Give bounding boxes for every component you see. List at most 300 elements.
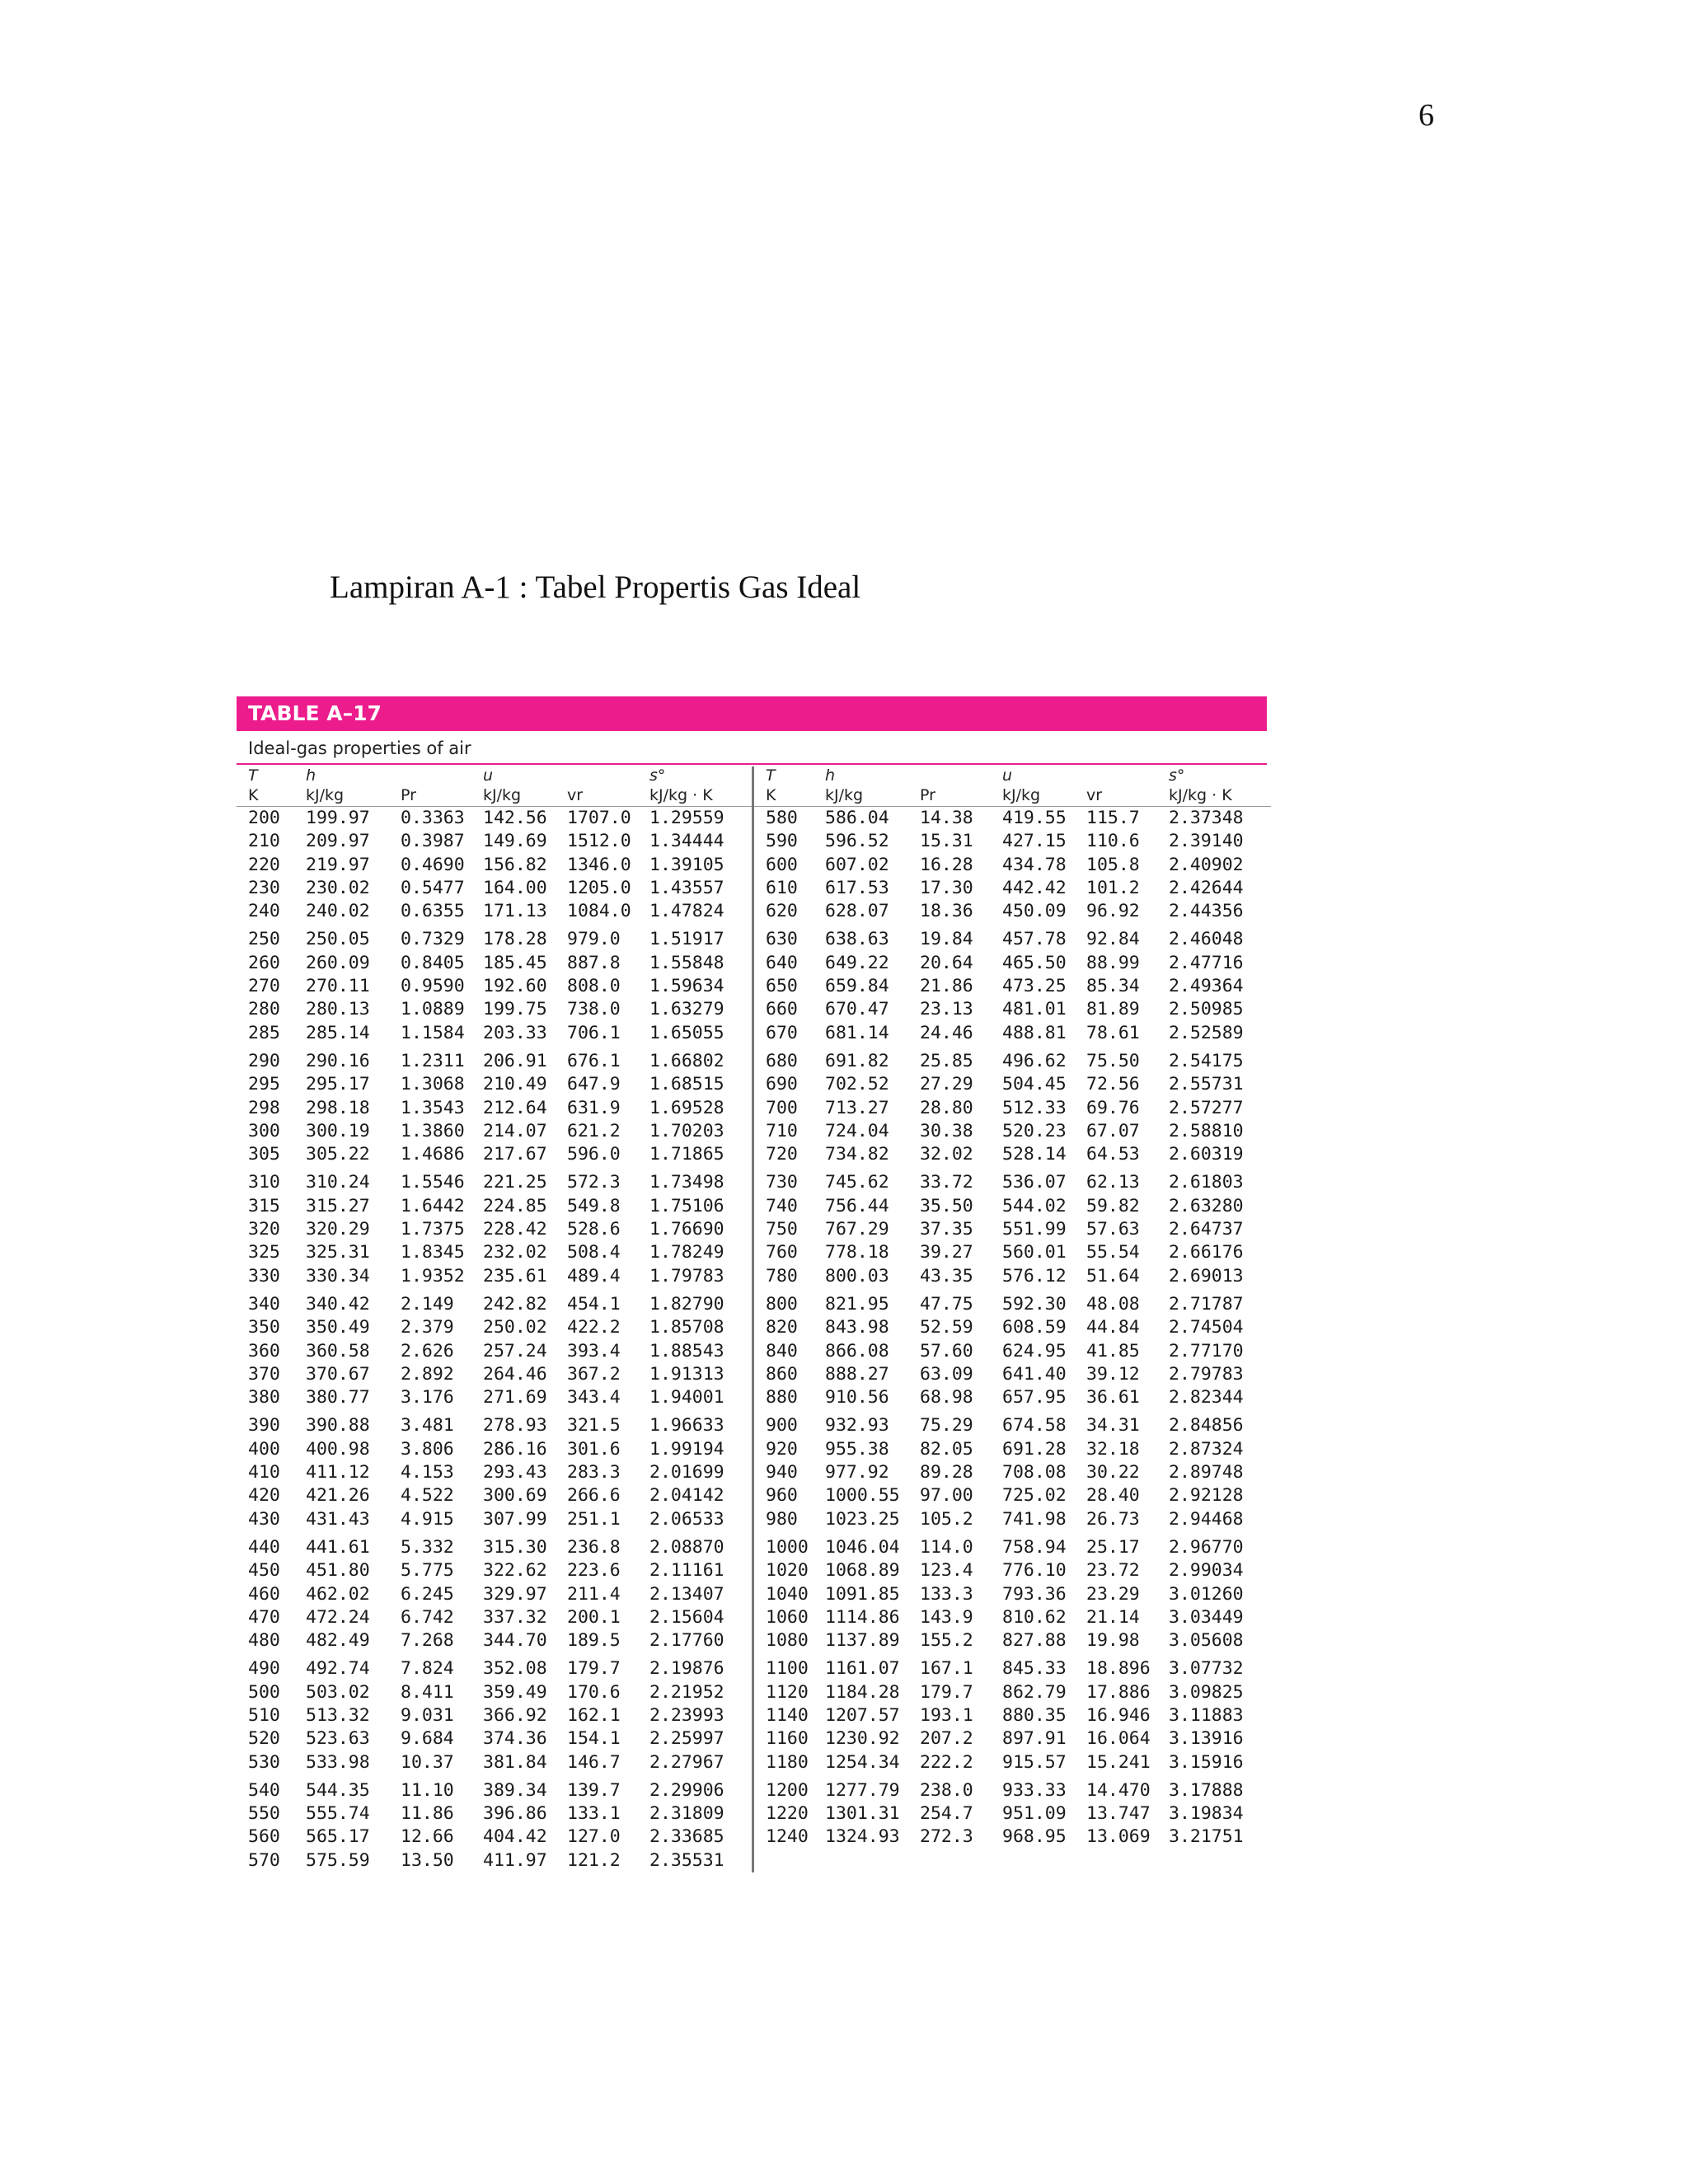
table-cell: 389.34 <box>483 1779 547 1801</box>
table-cell: 2.47716 <box>1169 952 1244 973</box>
table-cell: 2.61803 <box>1169 1172 1244 1193</box>
table-row <box>754 1606 1271 1629</box>
table-row <box>237 1484 752 1507</box>
table-cell: 800.03 <box>825 1265 889 1286</box>
table-cell: 105.2 <box>920 1508 973 1530</box>
table-row <box>754 1195 1271 1218</box>
table-cell: 940 <box>766 1462 798 1483</box>
table-cell: 638.63 <box>825 929 889 950</box>
table-cell: 340.42 <box>306 1293 370 1315</box>
table-cell: 110.6 <box>1086 831 1140 852</box>
table-cell: 933.33 <box>1002 1779 1067 1801</box>
table-cell: 2.08870 <box>649 1536 724 1558</box>
table-cell: 932.93 <box>825 1415 889 1436</box>
table-cell: 1207.57 <box>825 1704 900 1726</box>
column-symbol: s° <box>1169 766 1185 785</box>
table-cell: 329.97 <box>483 1583 547 1605</box>
table-cell: 1.29559 <box>649 808 724 828</box>
table-row <box>754 854 1271 877</box>
table-cell: 25.17 <box>1086 1536 1140 1558</box>
table-cell: 760 <box>766 1242 798 1263</box>
table-cell: 1068.89 <box>825 1560 900 1582</box>
table-row <box>237 1774 752 1802</box>
table-cell: 1.63279 <box>649 999 724 1020</box>
table-cell: 264.46 <box>483 1363 547 1385</box>
table-columns <box>237 766 1267 1872</box>
column-unit: kJ/kg <box>306 786 345 804</box>
table-row <box>754 1774 1271 1802</box>
table-row <box>754 1241 1271 1264</box>
table-row <box>237 1531 752 1559</box>
table-cell: 68.98 <box>920 1387 973 1408</box>
table-row <box>754 923 1271 951</box>
table-cell: 142.56 <box>483 808 547 828</box>
table-cell: 4.522 <box>401 1485 454 1507</box>
table-cell: 1346.0 <box>567 854 631 875</box>
table-cell: 39.27 <box>920 1242 973 1263</box>
table-cell: 240.02 <box>306 901 370 922</box>
table-cell: 776.10 <box>1002 1560 1067 1582</box>
table-cell: 411.12 <box>306 1462 370 1483</box>
table-cell: 1.82790 <box>649 1293 724 1315</box>
table-cell: 1.3068 <box>401 1074 465 1095</box>
table-cell: 88.99 <box>1086 952 1140 973</box>
table-row <box>237 1218 752 1241</box>
table-cell: 1.51917 <box>649 929 724 950</box>
table-cell: 450.09 <box>1002 901 1067 922</box>
column-symbol <box>567 766 638 785</box>
table-cell: 1.1584 <box>401 1022 465 1043</box>
table-cell: 490 <box>248 1658 280 1680</box>
table-cell: 977.92 <box>825 1462 889 1483</box>
table-cell: 280.13 <box>306 999 370 1020</box>
table-row <box>754 1704 1271 1727</box>
left-header-row <box>237 766 752 806</box>
table-cell: 3.01260 <box>1169 1583 1244 1605</box>
table-cell: 528.6 <box>567 1219 621 1240</box>
table-cell: 2.77170 <box>1169 1340 1244 1361</box>
table-cell: 300 <box>248 1120 280 1141</box>
column-unit: vr <box>1086 786 1103 804</box>
table-cell: 628.07 <box>825 901 889 922</box>
table-row <box>754 1508 1271 1531</box>
table-cell: 127.0 <box>567 1826 621 1848</box>
table-cell: 2.01699 <box>649 1462 724 1483</box>
table-cell: 2.04142 <box>649 1485 724 1507</box>
table-cell: 2.33685 <box>649 1826 724 1848</box>
table-cell: 57.63 <box>1086 1219 1140 1240</box>
table-cell: 650 <box>766 976 798 997</box>
column-unit: kJ/kg <box>1002 786 1041 804</box>
column-header <box>1157 766 1271 806</box>
column-header <box>471 766 556 806</box>
table-cell: 105.8 <box>1086 854 1140 875</box>
table-cell: 572.3 <box>567 1172 621 1193</box>
table-cell: 217.67 <box>483 1144 547 1165</box>
table-cell: 2.149 <box>401 1293 454 1315</box>
table-cell: 242.82 <box>483 1293 547 1315</box>
table-cell: 21.14 <box>1086 1606 1140 1628</box>
table-cell: 422.2 <box>567 1317 621 1338</box>
table-cell: 1301.31 <box>825 1803 900 1825</box>
table-cell: 92.84 <box>1086 929 1140 950</box>
table-cell: 691.28 <box>1002 1438 1067 1460</box>
table-cell: 793.36 <box>1002 1583 1067 1605</box>
table-row <box>237 1195 752 1218</box>
table-cell: 1100 <box>766 1658 809 1680</box>
table-cell: 224.85 <box>483 1195 547 1216</box>
table-cell: 18.36 <box>920 901 973 922</box>
column-header <box>908 766 991 806</box>
table-cell: 381.84 <box>483 1751 547 1773</box>
table-cell: 1512.0 <box>567 831 631 852</box>
table-cell: 2.74504 <box>1169 1317 1244 1338</box>
column-header <box>389 766 471 806</box>
table-cell: 659.84 <box>825 976 889 997</box>
table-cell: 9.031 <box>401 1704 454 1726</box>
table-cell: 222.2 <box>920 1751 973 1773</box>
table-cell: 951.09 <box>1002 1803 1067 1825</box>
column-header <box>814 766 908 806</box>
table-cell: 59.82 <box>1086 1195 1140 1216</box>
table-cell: 496.62 <box>1002 1050 1067 1071</box>
column-header <box>991 766 1075 806</box>
table-cell: 19.98 <box>1086 1630 1140 1652</box>
table-cell: 702.52 <box>825 1074 889 1095</box>
table-cell: 1.70203 <box>649 1120 724 1141</box>
table-cell: 78.61 <box>1086 1022 1140 1043</box>
table-cell: 2.87324 <box>1169 1438 1244 1460</box>
table-cell: 360 <box>248 1340 280 1361</box>
table-cell: 2.63280 <box>1169 1195 1244 1216</box>
table-cell: 370 <box>248 1363 280 1385</box>
table-cell: 700 <box>766 1097 798 1118</box>
table-row <box>237 900 752 923</box>
left-table <box>237 766 752 1872</box>
table-cell: 1.7375 <box>401 1219 465 1240</box>
table-row <box>237 1583 752 1606</box>
table-row <box>237 1288 752 1316</box>
table-cell: 250 <box>248 929 280 950</box>
table-cell: 920 <box>766 1438 798 1460</box>
table-cell: 13.747 <box>1086 1803 1151 1825</box>
table-cell: 441.61 <box>306 1536 370 1558</box>
table-cell: 624.95 <box>1002 1340 1067 1361</box>
table-cell: 536.07 <box>1002 1172 1067 1193</box>
table-cell: 1.6442 <box>401 1195 465 1216</box>
table-cell: 980 <box>766 1508 798 1530</box>
table-cell: 2.40902 <box>1169 854 1244 875</box>
table-cell: 85.34 <box>1086 976 1140 997</box>
table-cell: 713.27 <box>825 1097 889 1118</box>
table-row <box>237 952 752 975</box>
table-cell: 472.24 <box>306 1606 370 1628</box>
table-cell: 955.38 <box>825 1438 889 1460</box>
table-cell: 968.95 <box>1002 1826 1067 1848</box>
table-row <box>237 1438 752 1461</box>
table-cell: 915.57 <box>1002 1751 1067 1773</box>
table-row <box>237 1265 752 1288</box>
table-cell: 674.58 <box>1002 1415 1067 1436</box>
table-cell: 2.17760 <box>649 1630 724 1652</box>
column-header <box>754 766 814 806</box>
table-cell: 676.1 <box>567 1050 621 1071</box>
table-cell: 482.49 <box>306 1630 370 1652</box>
table-cell: 3.05608 <box>1169 1630 1244 1652</box>
table-cell: 549.8 <box>567 1195 621 1216</box>
table-cell: 2.89748 <box>1169 1462 1244 1483</box>
table-cell: 240 <box>248 901 280 922</box>
table-cell: 260.09 <box>306 952 370 973</box>
table-cell: 1.76690 <box>649 1219 724 1240</box>
table-row <box>754 1265 1271 1288</box>
table-cell: 1.39105 <box>649 854 724 875</box>
table-cell: 2.44356 <box>1169 901 1244 922</box>
table-cell: 170.6 <box>567 1681 621 1703</box>
table-cell: 315.27 <box>306 1195 370 1216</box>
table-cell: 550 <box>248 1803 280 1825</box>
table-row <box>237 1166 752 1194</box>
table-cell: 1.79783 <box>649 1265 724 1286</box>
table-row <box>754 1143 1271 1166</box>
column-symbol: u <box>483 766 494 785</box>
table-cell: 462.02 <box>306 1583 370 1605</box>
table-cell: 24.46 <box>920 1022 973 1043</box>
table-cell: 155.2 <box>920 1630 973 1652</box>
table-cell: 1.43557 <box>649 877 724 898</box>
table-row <box>754 1073 1271 1096</box>
table-cell: 1324.93 <box>825 1826 900 1848</box>
table-row <box>237 1386 752 1409</box>
table-cell: 41.85 <box>1086 1340 1140 1361</box>
table-row <box>754 998 1271 1021</box>
table-cell: 1000.55 <box>825 1485 900 1507</box>
table-cell: 193.1 <box>920 1704 973 1726</box>
table-cell: 2.66176 <box>1169 1242 1244 1263</box>
table-row <box>237 1120 752 1143</box>
table-cell: 33.72 <box>920 1172 973 1193</box>
table-cell: 843.98 <box>825 1317 889 1338</box>
table-cell: 156.82 <box>483 854 547 875</box>
table-cell: 758.94 <box>1002 1536 1067 1558</box>
table-cell: 149.69 <box>483 831 547 852</box>
table-row <box>754 1045 1271 1073</box>
table-cell: 607.02 <box>825 854 889 875</box>
table-cell: 325.31 <box>306 1242 370 1263</box>
table-cell: 6.742 <box>401 1606 454 1628</box>
table-cell: 266.6 <box>567 1485 621 1507</box>
table-row <box>237 1606 752 1629</box>
table-row <box>754 900 1271 923</box>
table-cell: 1000 <box>766 1536 809 1558</box>
table-cell: 280 <box>248 999 280 1020</box>
table-cell: 586.04 <box>825 808 889 828</box>
table-cell: 750 <box>766 1219 798 1240</box>
table-cell: 1240 <box>766 1826 809 1848</box>
table-cell: 278.93 <box>483 1415 547 1436</box>
table-cell: 214.07 <box>483 1120 547 1141</box>
table-cell: 2.29906 <box>649 1779 724 1801</box>
table-row <box>237 1825 752 1849</box>
table-cell: 82.05 <box>920 1438 973 1460</box>
table-cell: 250.02 <box>483 1317 547 1338</box>
table-row <box>237 1559 752 1582</box>
table-row <box>237 1363 752 1386</box>
table-cell: 710 <box>766 1120 798 1141</box>
table-row <box>237 1340 752 1363</box>
table-subtitle: Ideal-gas properties of air <box>237 731 1267 765</box>
table-cell: 47.75 <box>920 1293 973 1315</box>
table-cell: 390.88 <box>306 1415 370 1436</box>
table-cell: 300.69 <box>483 1485 547 1507</box>
table-cell: 442.42 <box>1002 877 1067 898</box>
table-cell: 2.37348 <box>1169 808 1244 828</box>
table-cell: 133.1 <box>567 1803 621 1825</box>
table-cell: 555.74 <box>306 1803 370 1825</box>
column-unit: vr <box>567 786 584 804</box>
table-cell: 350 <box>248 1317 280 1338</box>
table-row <box>754 1531 1271 1559</box>
table-cell: 725.02 <box>1002 1485 1067 1507</box>
table-cell: 488.81 <box>1002 1022 1067 1043</box>
table-cell: 430 <box>248 1508 280 1530</box>
column-symbol: s° <box>649 766 666 785</box>
table-cell: 840 <box>766 1340 798 1361</box>
table-row <box>237 998 752 1021</box>
table-row <box>754 1097 1271 1120</box>
table-cell: 51.64 <box>1086 1265 1140 1286</box>
table-row <box>754 1363 1271 1386</box>
table-cell: 69.76 <box>1086 1097 1140 1118</box>
table-cell: 330.34 <box>306 1265 370 1286</box>
table-cell: 96.92 <box>1086 901 1140 922</box>
table-cell: 1120 <box>766 1681 809 1703</box>
table-cell: 30.38 <box>920 1120 973 1141</box>
table-cell: 2.69013 <box>1169 1265 1244 1286</box>
table-cell: 470 <box>248 1606 280 1628</box>
table-cell: 290.16 <box>306 1050 370 1071</box>
table-cell: 219.97 <box>306 854 370 875</box>
table-cell: 0.4690 <box>401 854 465 875</box>
table-cell: 540 <box>248 1779 280 1801</box>
column-unit: Pr <box>920 786 935 804</box>
table-cell: 657.95 <box>1002 1387 1067 1408</box>
table-cell: 32.18 <box>1086 1438 1140 1460</box>
table-cell: 370.67 <box>306 1363 370 1385</box>
table-cell: 560.01 <box>1002 1242 1067 1263</box>
table-cell: 257.24 <box>483 1340 547 1361</box>
table-cell: 380.77 <box>306 1387 370 1408</box>
table-cell: 454.1 <box>567 1293 621 1315</box>
table-cell: 374.36 <box>483 1728 547 1750</box>
table-cell: 325 <box>248 1242 280 1263</box>
table-cell: 473.25 <box>1002 976 1067 997</box>
table-row <box>754 1461 1271 1484</box>
table-cell: 7.824 <box>401 1658 454 1680</box>
table-cell: 533.98 <box>306 1751 370 1773</box>
table-cell: 28.80 <box>920 1097 973 1118</box>
table-row <box>237 1802 752 1825</box>
column-unit: kJ/kg · K <box>1169 786 1232 804</box>
table-row <box>754 1727 1271 1750</box>
table-cell: 730 <box>766 1172 798 1193</box>
table-cell: 101.2 <box>1086 877 1140 898</box>
table-cell: 734.82 <box>825 1144 889 1165</box>
table-cell: 121.2 <box>567 1849 621 1871</box>
table-cell: 1160 <box>766 1728 809 1750</box>
table-row <box>754 1022 1271 1045</box>
table-cell: 97.00 <box>920 1485 973 1507</box>
table-cell: 16.064 <box>1086 1728 1151 1750</box>
table-cell: 620 <box>766 901 798 922</box>
table-cell: 0.6355 <box>401 901 465 922</box>
table-cell: 315.30 <box>483 1536 547 1558</box>
table-cell: 512.33 <box>1002 1097 1067 1118</box>
table-cell: 1.65055 <box>649 1022 724 1043</box>
table-cell: 1.68515 <box>649 1074 724 1095</box>
table-cell: 18.896 <box>1086 1658 1151 1680</box>
table-cell: 367.2 <box>567 1363 621 1385</box>
right-header-row <box>754 766 1271 806</box>
table-cell: 337.32 <box>483 1606 547 1628</box>
table-cell: 1091.85 <box>825 1583 900 1605</box>
table-row <box>754 1751 1271 1774</box>
table-cell: 1.88543 <box>649 1340 724 1361</box>
table-cell: 1114.86 <box>825 1606 900 1628</box>
table-cell: 2.58810 <box>1169 1120 1244 1141</box>
table-cell: 200.1 <box>567 1606 621 1628</box>
table-cell: 1084.0 <box>567 901 631 922</box>
table-cell: 315 <box>248 1195 280 1216</box>
column-symbol: T <box>248 766 258 785</box>
table-cell: 457.78 <box>1002 929 1067 950</box>
table-row <box>237 807 752 831</box>
table-cell: 2.57277 <box>1169 1097 1244 1118</box>
column-header <box>1075 766 1157 806</box>
table-cell: 900 <box>766 1415 798 1436</box>
column-symbol: h <box>306 766 316 785</box>
table-cell: 3.03449 <box>1169 1606 1244 1628</box>
table-row <box>754 1681 1271 1704</box>
table-cell: 3.07732 <box>1169 1658 1244 1680</box>
table-cell: 520.23 <box>1002 1120 1067 1141</box>
table-cell: 880 <box>766 1387 798 1408</box>
column-symbol <box>920 766 991 785</box>
table-cell: 250.05 <box>306 929 370 950</box>
table-cell: 738.0 <box>567 999 621 1020</box>
table-cell: 647.9 <box>567 1074 621 1095</box>
table-cell: 404.42 <box>483 1826 547 1848</box>
table-cell: 2.21952 <box>649 1681 724 1703</box>
table-cell: 393.4 <box>567 1340 621 1361</box>
column-unit: K <box>248 786 259 804</box>
table-cell: 708.08 <box>1002 1462 1067 1483</box>
table-cell: 427.15 <box>1002 831 1067 852</box>
table-cell: 16.28 <box>920 854 973 875</box>
table-cell: 1184.28 <box>825 1681 900 1703</box>
table-cell: 52.59 <box>920 1317 973 1338</box>
table-cell: 192.60 <box>483 976 547 997</box>
table-cell: 510 <box>248 1704 280 1726</box>
table-cell: 32.02 <box>920 1144 973 1165</box>
table-cell: 897.91 <box>1002 1728 1067 1750</box>
table-cell: 2.55731 <box>1169 1074 1244 1095</box>
table-cell: 64.53 <box>1086 1144 1140 1165</box>
table-cell: 1.8345 <box>401 1242 465 1263</box>
table-cell: 162.1 <box>567 1704 621 1726</box>
table-cell: 3.481 <box>401 1415 454 1436</box>
table-cell: 143.9 <box>920 1606 973 1628</box>
